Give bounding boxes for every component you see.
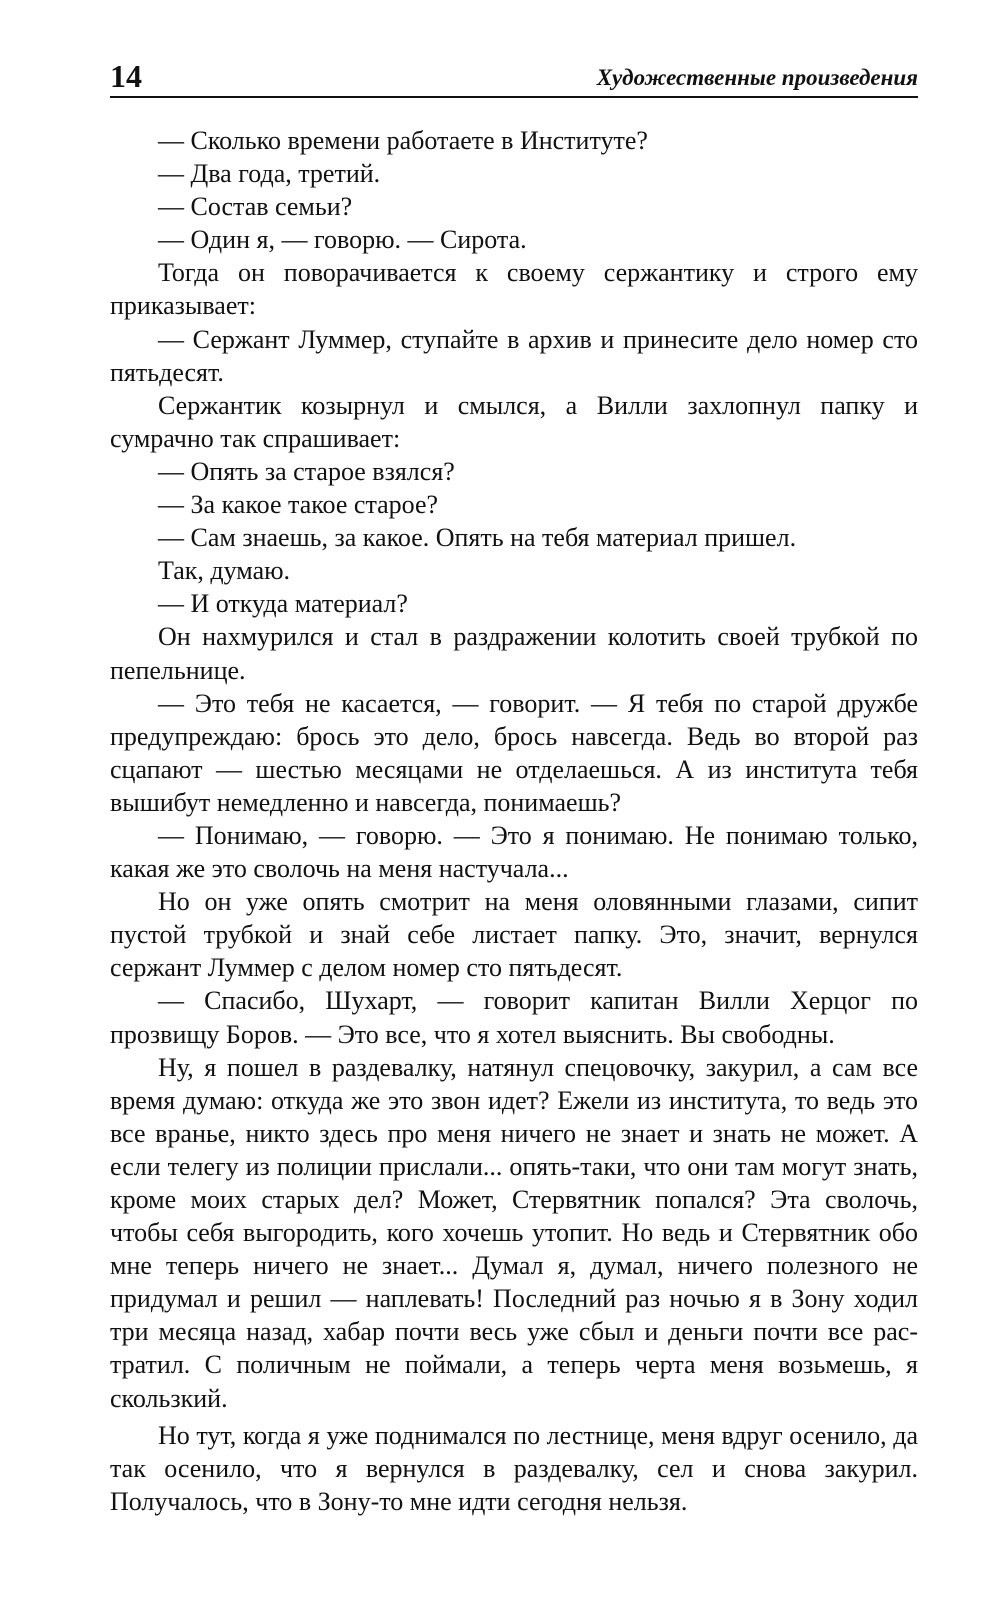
paragraph: — Это тебя не касается, — говорит. — Я тебя по старой дружбе предупреждаю: брось это дело, брось навсегда. Ведь во второй раз сцапают — шестью месяцами не отделаешься. А из института тебя вышибут немедленно и навсегда, понимаешь? [110, 688, 918, 817]
paragraph: Тогда он поворачивается к своему сержантику и строго ему приказывает: [110, 258, 918, 321]
paragraph: Он нахмурился и стал в раздражении колотить своей трубкой по пепельнице. [110, 622, 918, 685]
running-header [110, 56, 918, 98]
paragraph: — Один я, — говорю. — Сирота. [158, 225, 527, 255]
paragraph: Так, думаю. [158, 556, 291, 586]
paragraph: — Опять за старое взялся? [158, 456, 455, 486]
paragraph: — Сам знаешь, за какое. Опять на тебя материал пришел. [158, 523, 797, 553]
paragraph: Сержантик козырнул и смылся, а Вилли захлопнул папку и сумрачно так спрашивает: [110, 390, 918, 453]
body-text [110, 124, 918, 1518]
paragraph: — Понимаю, — говорю. — Это я понимаю. Не понимаю только, какая же это сволочь на меня настучала... [110, 820, 918, 884]
paragraph: — За какое такое старое? [158, 490, 439, 520]
page-number: 14 [110, 58, 142, 94]
paragraph: — Состав семьи? [158, 192, 353, 222]
paragraph: Но он уже опять смотрит на меня оловянными глазами, сипит пустой трубкой и знай себе листает папку. Это, значит, вернулся сержант Луммер с делом номер сто пятьдесят. [110, 887, 918, 983]
paragraph: — Спасибо, Шухарт, — говорит капитан Вилли Херцог по прозвищу Боров. — Это все, что я хотел выяснить. Вы свободны. [110, 986, 918, 1049]
paragraph: — Два года, третий. [158, 159, 381, 189]
paragraph: — Сколько времени работаете в Институте? [158, 126, 648, 155]
paragraph: — Сержант Луммер, ступайте в архив и принесите дело номер сто пятьдесят. [110, 324, 918, 387]
paragraph: Ну, я пошел в раздевалку, натянул спецовочку, закурил, а сам все время думаю: откуда же это звон идет? Ежели из института, то ведь это все вранье, никто здесь про меня ничего не знает и знать не может. А если телегу из полиции прислали... опять-таки, что они там могут знать, кроме моих старых дел? Может, Стервятник попался? Эта сволочь, чтобы себя выгородить, кого хочешь утопит. Но ведь и Стервятник обо мне теперь ничего не знает... Думал я, думал, ничего полезного не придумал и решил — наплевать! Последний раз ночью я в Зону ходил три месяца назад, хабар почти весь уже сбыл и деньги почти все растратил. С поличным не поймали, а теперь черта меня возьмешь, я скользкий. [110, 1052, 918, 1413]
paragraph: — И откуда материал? [158, 589, 408, 619]
paragraph: Но тут, когда я уже поднимался по лестнице, меня вдруг осенило, да так осенило, что я вернулся в раздевалку, сел и снова закурил. Получалось, что в Зону-то мне идти сегодня нельзя. [110, 1420, 918, 1516]
section-title: Художественные произведения [596, 65, 918, 90]
